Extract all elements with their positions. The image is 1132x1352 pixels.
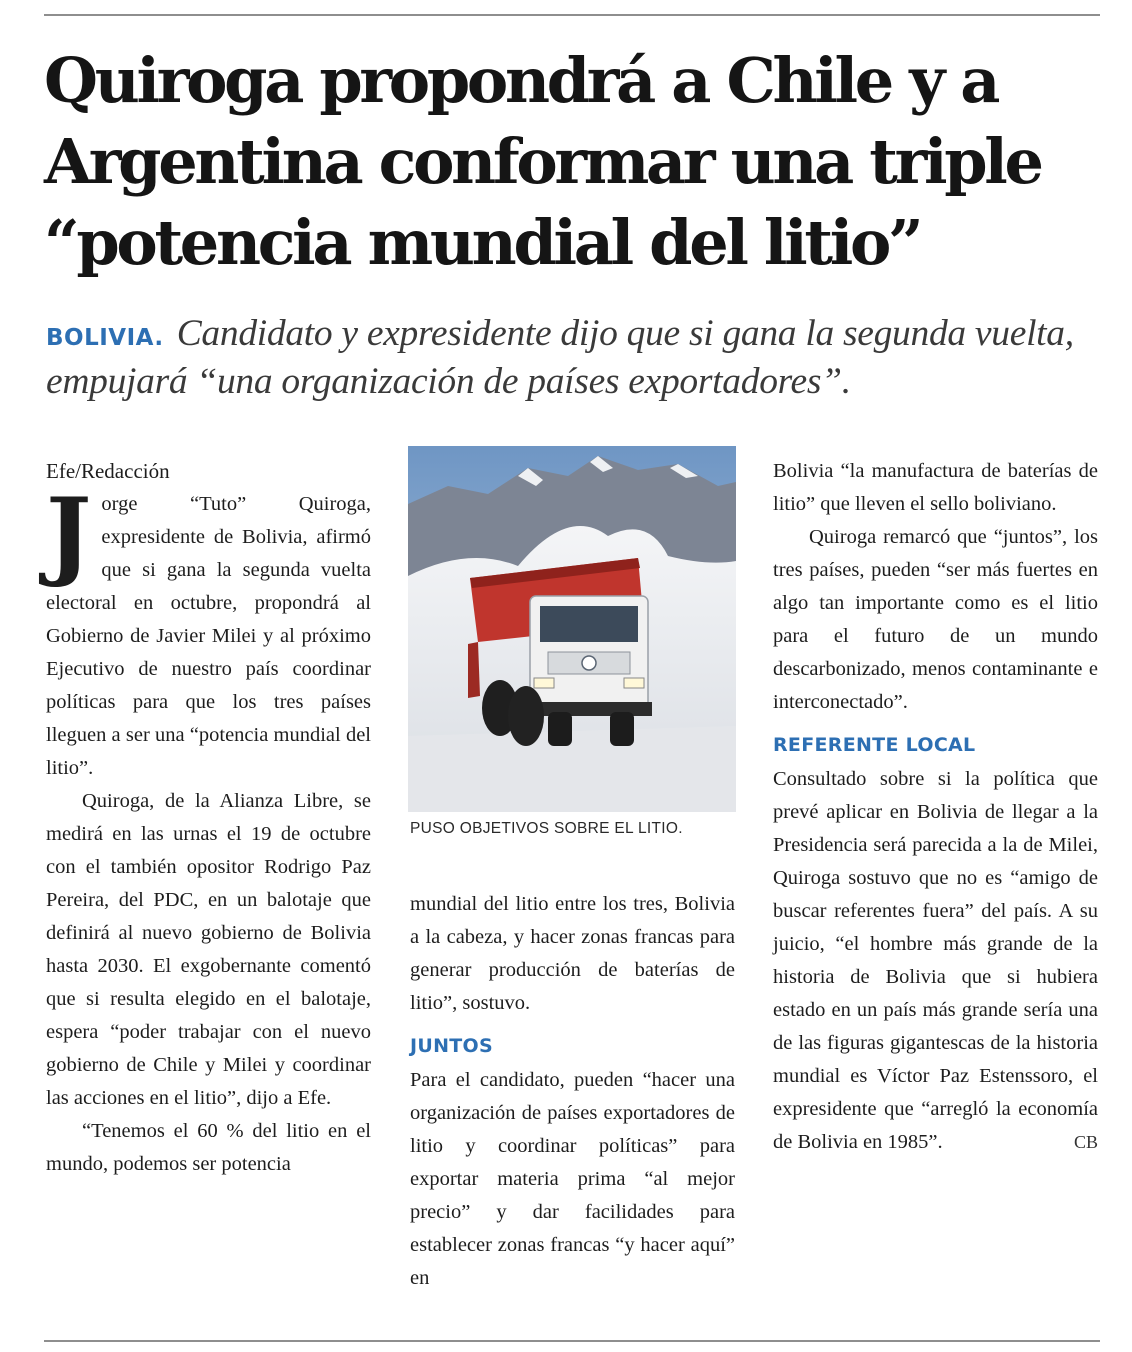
end-mark: CB — [1073, 1132, 1098, 1152]
section-label: BOLIVIA. — [46, 325, 164, 351]
deck-text: Candidato y expresidente dijo que si gana la segunda vuelta, empujará “una organización de países exportadores”. — [46, 313, 1074, 402]
bottom-rule — [44, 1340, 1100, 1342]
drop-cap: J — [46, 477, 92, 590]
subhead-juntos: JUNTOS — [410, 1035, 493, 1057]
paragraph-5: Quiroga remarcó que “juntos”, los tres países, pueden “ser más fuertes en algo tan importante como es el litio para el futuro de un mundo descarbonizado, menos contaminante e interconectado”. — [773, 526, 1098, 713]
subhead-referente-local: REFERENTE LOCAL — [773, 734, 976, 756]
article-column-2 — [410, 888, 735, 1295]
deck — [46, 312, 1106, 404]
top-rule — [44, 14, 1100, 16]
paragraph-3: “Tenemos el 60 % del litio en el mundo, podemos ser potencia — [46, 1120, 371, 1175]
article-column-1 — [46, 455, 371, 1181]
byline: Efe/Redacción — [46, 459, 170, 483]
article-column-3 — [773, 455, 1098, 1159]
photo-caption: PUSO OBJETIVOS SOBRE EL LITIO. — [410, 820, 683, 837]
paragraph-3-continued: mundial del litio entre los tres, Bolivia a la cabeza, y hacer zonas francas para generar producción de baterías de litio”, sostuvo. — [410, 893, 735, 1014]
headline: Quiroga propondrá a Chile y a Argentina conformar una triple “potencia mundial del litio” — [44, 44, 1041, 279]
paragraph-2: Quiroga, de la Alianza Libre, se medirá en las urnas el 19 de octubre con el también opositor Rodrigo Paz Pereira, del PDC, en un balotaje que definirá al nuevo gobierno de Bolivia hasta 2030. El exgobernante comentó que si resulta elegido en el balotaje, espera “poder trabajar con el nuevo gobierno de Chile y Milei y coordinar las acciones en el litio”, dijo a Efe. — [46, 790, 371, 1109]
lead-text: orge “Tuto” Quiroga, expresidente de Bolivia, afirmó que si gana la segunda vuelta electoral en octubre, propondrá al Gobierno de Javier Milei y al próximo Ejecutivo de nuestro país coordinar políticas para que los tres países lleguen a ser una “potencia mundial del litio”. — [46, 493, 371, 779]
lithium-truck-illustration — [408, 446, 736, 812]
article-photo — [408, 446, 736, 812]
lead-paragraph — [46, 477, 371, 785]
paragraph-6 — [773, 763, 1098, 1159]
paragraph-6-text: Consultado sobre si la política que prevé aplicar en Bolivia de llegar a la Presidencia será parecida a la de Milei, Quiroga sostuvo que no es “amigo de buscar referentes fuera” del país. A su juicio, “el hombre más grande de la historia de Bolivia que si hubiera estado en un país más grande sería una de las figuras gigantescas de la historia mundial es Víctor Paz Estenssoro, el expresidente que “arregló la economía de Bolivia en 1985”. — [773, 768, 1098, 1153]
paragraph-4: Para el candidato, pueden “hacer una organización de países exportadores de litio y coordinar políticas” para exportar materia prima “al mejor precio” y dar facilidades para establecer zonas francas “y hacer aquí” en — [410, 1069, 735, 1289]
paragraph-4-continued: Bolivia “la manufactura de baterías de litio” que lleven el sello boliviano. — [773, 460, 1098, 515]
